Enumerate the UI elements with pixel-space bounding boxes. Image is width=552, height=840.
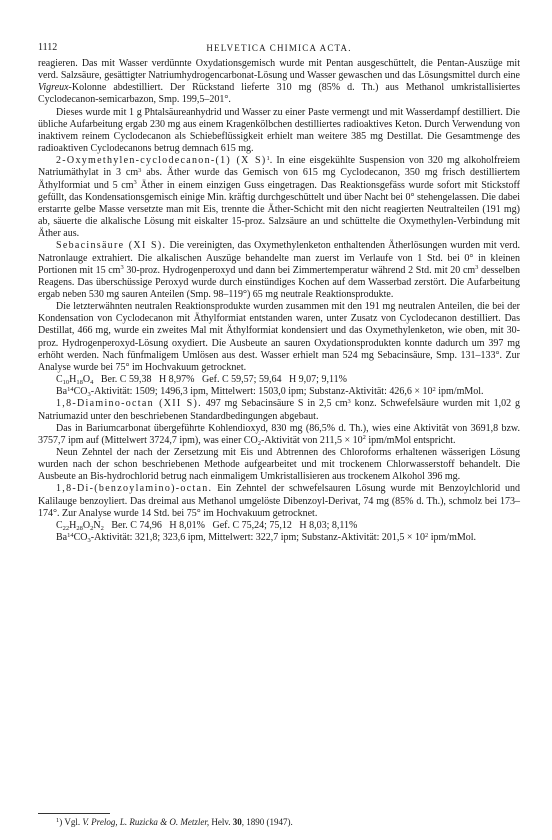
text-run: ipm/mMol. (428, 532, 477, 544)
journal-title: HELVETICA CHIMICA ACTA. (206, 43, 352, 53)
text-run: ) Vgl. (59, 817, 83, 827)
text-run: Äther in einem einzigen Guss eingetragen. Das Reaktionsgefäss wurde sofort mit Stickstoff gefüllt, das Kondensationsgemisch einige Min. kräftig durchgeschüttelt und über Nacht bei 0° stehengelassen. Die dabei erstarrte gelbe Masse versetzte man mit Eis, trennte die Äther-Schicht mit den nicht reagierten Neutralteilen (191 mg) ab, säuerte die alkalische Lösung mit eiskalter 15-proz. Salzsäure an und schüttelte die Oxymethylen-Verbindung mit Äther aus. (38, 179, 520, 240)
footnote-authors: V. Prelog, L. Ruzicka & O. Metzler, (82, 817, 210, 827)
text-run: , 1890 (1947). (241, 817, 293, 827)
paragraph-barium-carbonate (38, 423, 520, 447)
text-run: Helv. (209, 817, 233, 827)
paragraph-sebacic-acid (38, 240, 520, 301)
text-run: Das in Bariumcarbonat übergeführte Kohlendioxyd, 830 mg (86,5% d. Th.), wies eine Aktivität von 3691,8 bzw. 3757,7 ipm auf (Mittelwert 3724,7 ipm), was einer CO (38, 422, 520, 446)
unit-exponent: 3 (133, 179, 137, 187)
text-run: CO (73, 532, 88, 544)
formula-part: N (93, 519, 101, 531)
paragraph-hydrochloride: Neun Zehntel der nach der Zersetzung mit Eis und Abtrennen des Chloroforms erhaltenen wässerigen Lösung wurden nach der schon beschriebenen Methode aufgearbeitet und mit trockenem Chlorwasserstoff behandelt. Die Ausbeute an Bis-hydrochlorid betrug nach einmaligem Umkristallisieren aus trockenem Alkohol 396 mg. (38, 447, 520, 483)
section-title-oxymethylene: 2-Oxymethylen-cyclodecanon-(1) (X S) (56, 155, 267, 167)
vigreux-name: Vigreux (38, 82, 69, 94)
footnote (56, 817, 520, 828)
activity-line-1 (38, 386, 520, 398)
text-run: Ba (56, 532, 68, 544)
formula-part: H (69, 374, 77, 386)
unit-exponent: 3 (120, 264, 124, 272)
formula-sub: 10 (62, 379, 70, 387)
formula-part: O (82, 519, 91, 531)
unit-exponent: 3 (475, 264, 479, 272)
page-number: 1112 (38, 42, 58, 53)
text-run: reagieren. Das mit Wasser verdünnte Oxydationsgemisch wurde mit Pentan ausgeschüttelt, die Pentan-Auszüge mit verd. Salzsäure, gesättigter Natriumhydrogencarbonat-Lösung und Wasser gewaschen und das Lösungsmittel durch eine (38, 58, 520, 82)
paragraph-dibenzoyl (38, 483, 520, 519)
section-title-dibenzoyl: 1,8-Di-(benzoylamino)-octan. (56, 483, 213, 495)
analysis-values: Ber. C 74,96 H 8,01% Gef. C 75,24; 75,12 H 8,03; 8,11% (103, 519, 358, 531)
paragraph-diamino-octane (38, 398, 520, 422)
section-title-sebacic-acid: Sebacinsäure (XI S). (56, 240, 167, 252)
text-run: -Aktivität von 211,5 × 10 (260, 434, 363, 446)
elemental-analysis-2 (38, 520, 520, 532)
formula-part: H (69, 519, 77, 531)
formula-sub: 18 (76, 379, 83, 387)
text-run: ipm/mMol. (435, 386, 484, 398)
paragraph-oxidation-workup (38, 58, 520, 107)
section-title-diamino-octane: 1,8-Diamino-octan (XII S). (56, 398, 202, 410)
text-run: ipm/mMol entspricht. (365, 434, 456, 446)
unit-exponent: 3 (138, 166, 142, 174)
paragraph-neutral-products: Die letzterwähnten neutralen Reaktionsprodukte wurden zusammen mit den 191 mg neutralen Anteilen, die bei der Kondensation von Cyclodecanon mit Äthylformiat entstanden waren, unter Zusatz von Cyclodecanon destilliert. Das Destillat, 466 mg, wurde ein zweites Mal mit Äthylformiat kondensiert und das Oxymethylenketon, wie oben, mit 30-proz. Hydrogenperoxyd-Lösung oxydiert. Die Ausbeute an sauren Oxydationsprodukten konnte dadurch um 397 mg erhöht werden. Nach fünfmaligem Umlösen aus dest. Wasser erhielt man 524 mg Sebacinsäure, Smp. 131–133°. Zur Analyse wurde bei 75° im Hochvakuum getrocknet. (38, 301, 520, 373)
text-run: CO (73, 386, 88, 398)
formula-part: O (82, 374, 91, 386)
text-run: . In eine eisgekühlte Suspension von 320 mg alkoholfreiem Natriumäthylat in 3 cm (38, 155, 520, 179)
formula-sub: 3 (87, 537, 91, 545)
formula-sub: 4 (90, 379, 94, 387)
article-body (38, 58, 520, 544)
unit-exponent: 3 (347, 397, 351, 405)
paragraph-oxymethylene (38, 155, 520, 240)
footnote-mark: 1 (56, 816, 60, 824)
footnote-ref: 1 (266, 154, 270, 162)
activity-line-2 (38, 532, 520, 544)
text-run: abs. Äther wurde das Gemisch von 615 mg Cyclodecanon, 350 mg frisch destilliertem Äthylformiat und 5 cm (38, 167, 520, 191)
text-run: Die vereinigten, das Oxymethylenketon enthaltenden Ätherlösungen wurden mit verd. Natronlauge extrahiert. Die alkalischen Auszüge behandelte man zuerst im Verlaufe von 1 Std. bei 0° in kleinen Portionen mit 15 cm (38, 240, 520, 276)
exponent: 2 (425, 531, 429, 539)
text-run: konz. Schwefelsäure wurden mit 1,02 g Natriumazid unter den beschriebenen Standardbedingungen abgebaut. (38, 398, 520, 422)
paragraph-steam-distillation: Dieses wurde mit 1 g Phtalsäureanhydrid und Wasser zu einer Paste vermengt und mit Wasserdampf destilliert. Die übliche Aufarbeitung ergab 230 mg aus einem Kragenkölbchen destilliertes radioaktives Keton. Durch Verwendung von inaktivem reinem Cyclodecanon als Schiebeflüssigkeit erhielt man weitere 385 mg Destillat. Die Gesamtmenge des radioaktiven Cyclodecanons betrug demnach 615 mg. (38, 106, 520, 155)
exponent: 2 (432, 385, 436, 393)
formula-sub: 2 (100, 524, 104, 532)
formula-part: C (56, 519, 63, 531)
formula-sub: 22 (62, 524, 70, 532)
isotope-sup: 14 (67, 385, 74, 393)
text-run: Ba (56, 386, 68, 398)
analysis-values: Ber. C 59,38 H 8,97% Gef. C 59,57; 59,64 H 9,07; 9,11% (93, 374, 347, 386)
footnote-divider (38, 813, 110, 814)
formula-sub: 3 (87, 391, 91, 399)
formula-sub: 2 (257, 439, 261, 447)
text-run: 497 mg Sebacinsäure S in 2,5 cm (201, 398, 348, 410)
text-run: desselben Reagens. Das überschüssige Peroxyd wurde durch einstündiges Kochen auf dem Wasserbad zerstört. Die Aufarbeitung ergab neben 530 mg sauren Anteilen (Smp. 98–119°) 65 mg neutrale Reaktionsprodukte. (38, 264, 520, 300)
text-run: -Aktivität: 1509; 1496,3 ipm, Mittelwert: 1503,0 ipm; Substanz-Aktivität: 426,6 × 10 (90, 386, 433, 398)
text-run: -Aktivität: 321,8; 323,6 ipm, Mittelwert: 322,7 ipm; Substanz-Aktivität: 201,5 × 10 (90, 532, 425, 544)
elemental-analysis-1 (38, 374, 520, 386)
text-run: -Kolonne abdestilliert. Der Rückstand lieferte 310 mg (85% d. Th.) aus Methanol umkristallisiertes Cyclodecanon-semicarbazon, Smp. 199,5–201°. (38, 82, 520, 106)
text-run: Ein Zehntel der schwefelsauren Lösung wurde mit Benzoylchlorid und Kalilauge benzoyliert. Das dreimal aus Methanol umgelöste Dibenzoyl-Derivat, 74 mg (85% d. Th.), schmolz bei 173–174°. Zur Analyse wurde 14 Std. bei 75° im Hochvakuum getrocknet. (38, 483, 520, 519)
formula-sub: 28 (76, 524, 83, 532)
isotope-sup: 14 (67, 531, 74, 539)
formula-sub: 2 (90, 524, 94, 532)
exponent: 2 (362, 434, 366, 442)
formula-part: C (56, 374, 63, 386)
footnote-volume: 30 (232, 817, 242, 827)
text-run: 30-proz. Hydrogenperoxyd und dann bei Zimmertemperatur während 2 Std. mit 20 cm (123, 264, 476, 276)
